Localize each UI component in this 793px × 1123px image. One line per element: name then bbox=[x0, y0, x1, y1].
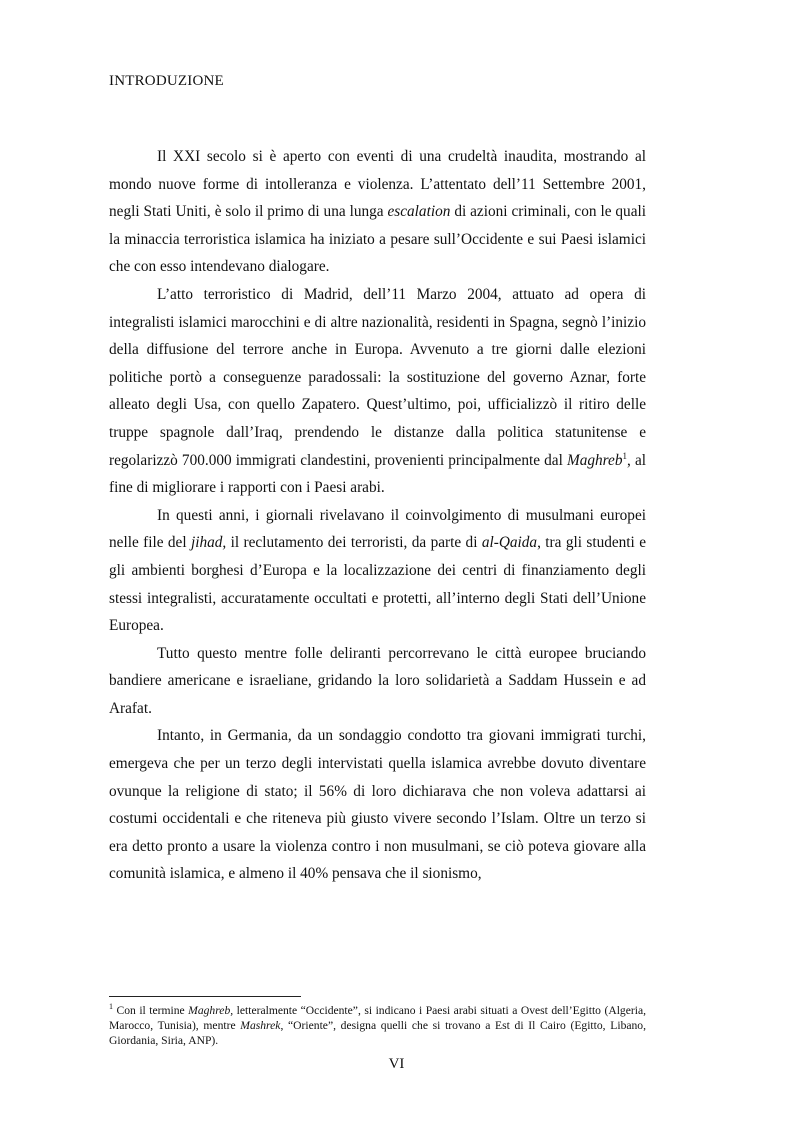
paragraph-5: Intanto, in Germania, da un sondaggio condotto tra giovani immigrati turchi, emergeva che per un terzo degli intervistati quella islamica avrebbe dovuto diventare ovunque la religione di stato; il 56% di loro dichiarava che non voleva adattarsi ai costumi occidentali e che riteneva più giusto vivere secondo l’Islam. Oltre un terzo si era detto pronto a usare la violenza contro i non musulmani, se ciò poteva giovare alla comunità islamica, e almeno il 40% pensava che il sionismo, bbox=[109, 727, 646, 883]
footnote-text-e: , “Oriente”, designa quelli che si trovano a Est di Il Cairo (Egitto, Libano, Giordania, Siria, ANP). bbox=[109, 1019, 647, 1047]
footnote bbox=[109, 1003, 646, 1048]
body-text bbox=[109, 143, 646, 888]
footnote-reference[interactable]: 1 bbox=[622, 450, 627, 461]
p1-text-a: Il XXI secolo si è aperto con eventi di una crudeltà inaudita, mostrando al mondo nuove forme di intolleranza e violenza. L’attentato dell’11 Settembre 2001, negli Stati Uniti, è solo il primo di una lunga bbox=[109, 148, 646, 221]
paragraph-2 bbox=[109, 281, 646, 502]
paragraph-4: Tutto questo mentre folle deliranti percorrevano le città europee bruciando bandiere americane e israeliane, gridando la loro solidarietà a Saddam Hussein e ad Arafat. bbox=[109, 644, 646, 717]
p1-text-c: di azioni criminali bbox=[450, 203, 567, 221]
footnote-text-c: letteralmente “Occidente”, si indicano i Paesi arabi situati a Ovest dell’Egitto (Algeria, Marocco, Tunisia), mentre bbox=[109, 1004, 646, 1032]
p3-text-c: il reclutamento dei terroristi, da parte di bbox=[226, 534, 482, 552]
paragraph-1 bbox=[109, 143, 646, 281]
footnote-marker: 1 bbox=[109, 1002, 113, 1012]
page-number: VI bbox=[388, 1056, 405, 1072]
p1-italic-comma: , bbox=[566, 203, 571, 221]
paragraph-3 bbox=[109, 502, 646, 640]
chapter-heading: INTRODUZIONE bbox=[109, 73, 224, 89]
p3-italic-al-qaida: al-Qaida bbox=[481, 534, 538, 552]
p2-text-a: L’atto terroristico di Madrid, dell’11 Marzo 2004, attuato ad opera di integralisti islamici marocchini e di altre nazionalità, residenti in Spagna, segnò l’inizio della diffusione del terrore anche in Europa. Avvenuto a tre giorni dalle elezioni politiche portò a conseguenze paradossali: la sostituzione del governo Aznar, forte alleato degli Usa, con quello Zapatero. Quest’ultimo, poi, ufficializzò il ritiro delle truppe spagnole dall’Iraq, prendendo le distanze dalla politica statunitense e regolarizzò 700.000 immigrati clandestini, provenienti principalmente dal bbox=[109, 285, 646, 469]
footnote-divider bbox=[109, 996, 301, 997]
p3-text-a: In questi anni, i giornali rivelavano il coinvolgimento di musulmani europei nelle file del bbox=[109, 506, 646, 552]
p2-text-c: , al fine di migliorare i rapporti con i Paesi arabi. bbox=[109, 451, 646, 497]
p1-italic-escalation: escalation bbox=[387, 203, 451, 221]
footnote-text-a: Con il termine bbox=[113, 1004, 189, 1017]
p3-italic-jihad: jihad, bbox=[190, 534, 227, 552]
p2-italic-maghreb: Maghreb bbox=[566, 451, 623, 469]
footnote-italic-mashrek: Mashrek bbox=[240, 1019, 281, 1032]
footnote-italic-maghreb: Maghreb, bbox=[188, 1004, 234, 1017]
p1-text-e: con le quali la minaccia terroristica islamica ha iniziato a pesare sull’Occidente e sui Paesi islamici che con esso intendevano dialogare. bbox=[109, 203, 646, 276]
p3-text-e: , tra gli studenti e gli ambienti borghesi d’Europa e la localizzazione dei centri di finanziamento degli stessi integralisti, accuratamente occultati e protetti, all’interno degli Stati dell’Unione Europea. bbox=[109, 534, 646, 635]
